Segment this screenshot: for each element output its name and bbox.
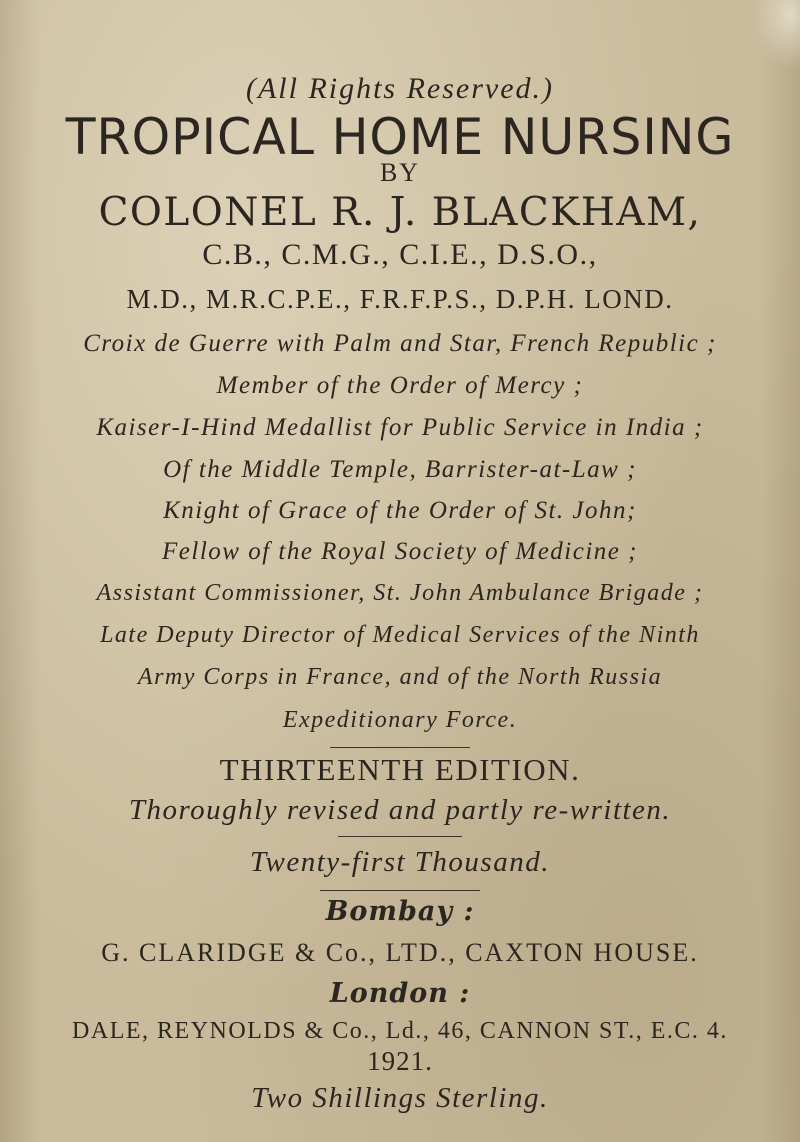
divider-rule: [338, 836, 462, 837]
publication-year: 1921.: [367, 1046, 433, 1076]
honour-line: Army Corps in France, and of the North Russia: [137, 664, 663, 690]
city-london: London :: [329, 978, 471, 1009]
honour-line: Knight of Grace of the Order of St. John;: [163, 497, 637, 524]
honour-line: Fellow of the Royal Society of Medicine ;: [162, 538, 638, 565]
publisher-london: DALE, REYNOLDS & Co., Ld., 46, CANNON ST., E.C. 4.: [72, 1018, 728, 1044]
honour-line: Croix de Guerre with Palm and Star, French Republic ;: [83, 330, 717, 357]
author-degrees-1: C.B., C.M.G., C.I.E., D.S.O.,: [202, 238, 598, 271]
city-bombay: Bombay :: [325, 896, 475, 927]
by-line: BY: [379, 158, 421, 187]
honour-line: Expeditionary Force.: [282, 707, 518, 733]
edition: THIRTEENTH EDITION.: [219, 752, 581, 787]
paper-highlight: [754, 0, 800, 70]
rights-notice: (All Rights Reserved.): [245, 72, 555, 105]
price: Two Shillings Sterling.: [251, 1082, 549, 1114]
honour-line: Late Deputy Director of Medical Services of the Ninth: [100, 622, 700, 648]
honour-line: Member of the Order of Mercy ;: [216, 372, 584, 399]
revision-note: Thoroughly revised and partly re-written.: [128, 794, 672, 826]
book-title: TROPICAL HOME NURSING: [65, 108, 735, 166]
divider-rule: [330, 747, 470, 748]
author-degrees-2: M.D., M.R.C.P.E., F.R.F.P.S., D.P.H. LOND.: [126, 284, 674, 314]
publisher-bombay: G. CLARIDGE & Co., LTD., CAXTON HOUSE.: [101, 938, 699, 967]
honour-line: Of the Middle Temple, Barrister-at-Law ;: [163, 456, 637, 483]
honour-line: Assistant Commissioner, St. John Ambulance Brigade ;: [96, 580, 704, 606]
author-name: COLONEL R. J. BLACKHAM,: [98, 190, 702, 235]
divider-rule: [320, 890, 480, 891]
thousand-note: Twenty-first Thousand.: [250, 846, 550, 878]
honour-line: Kaiser-I-Hind Medallist for Public Service in India ;: [96, 414, 704, 441]
